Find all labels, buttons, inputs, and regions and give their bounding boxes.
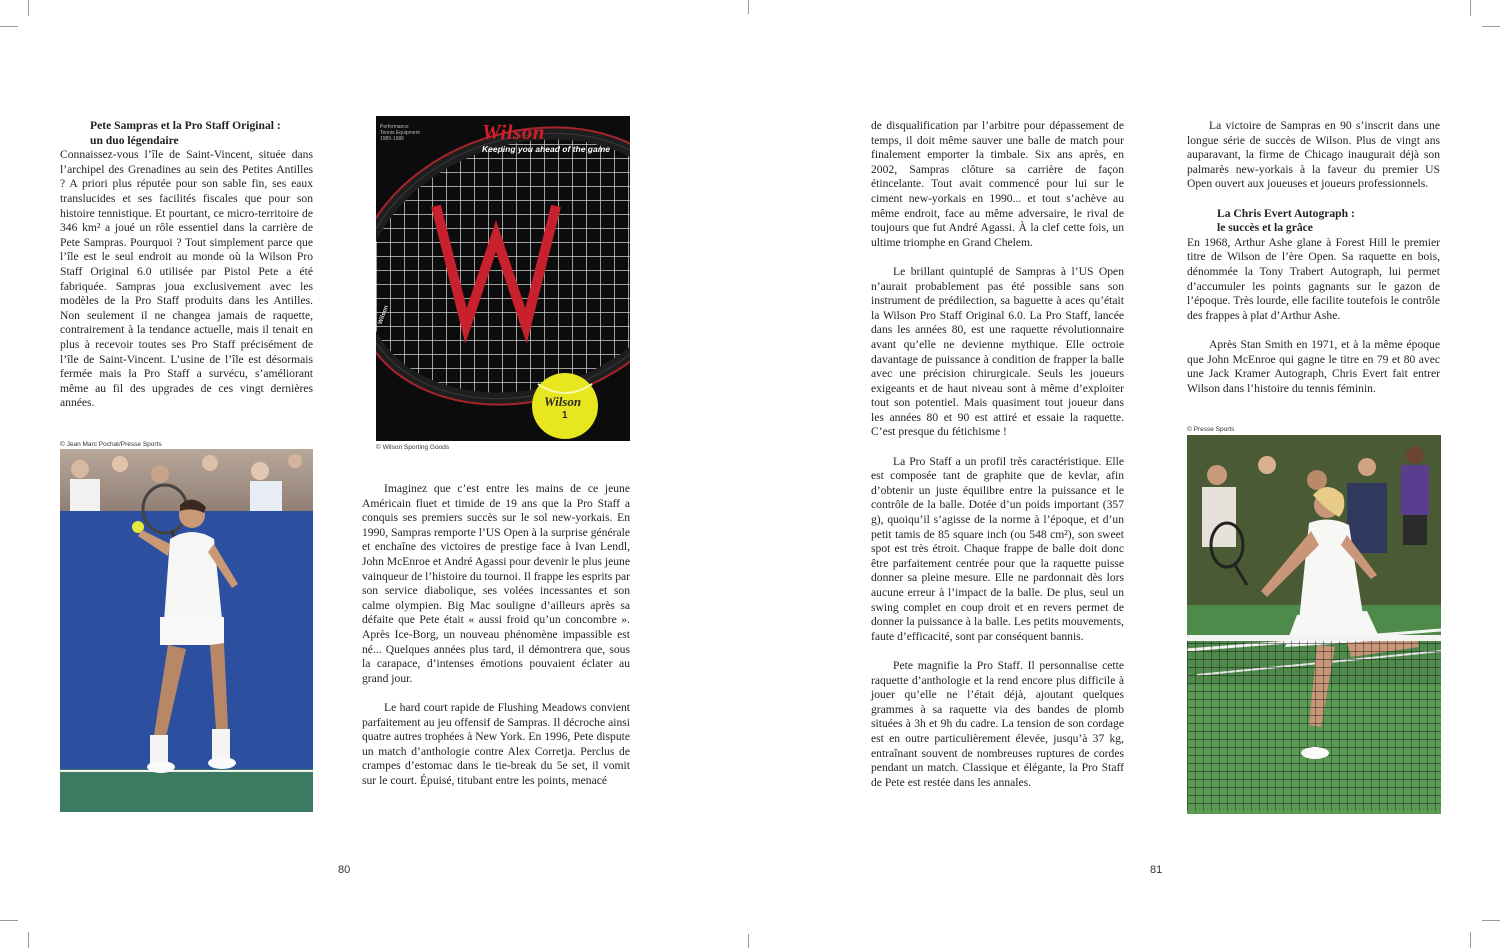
body-paragraph: En 1968, Arthur Ashe glane à Forest Hill le premier titre de Wilson de l’ère Open. Sa raquette en bois, dénommée la Tony Trabert Autograph, lui permet d’accumuler les points gagnants sur le gazon de l’époque. Très lourde, elle facilite toutefois le contrôle des frappes à plat d’Arthur Ashe.	[1187, 235, 1440, 322]
crop-mark	[0, 920, 18, 921]
column-2	[362, 482, 630, 788]
crop-mark	[748, 934, 749, 948]
body-paragraph: Le hard court rapide de Flushing Meadows convient parfaitement au jeu offensif de Sampras. Il décroche ainsi quatre autres trophées à New York. En 1996, Pete dispute un match d’anthologie contre Alex Corretja. Perclus de crampes d’estomac dans le tie-break du 5e set, il vomit sur le court. Épuisé, titubant entre les points, menacé	[362, 700, 630, 787]
evert-photo	[1187, 435, 1441, 814]
ball-number: 1	[562, 410, 568, 421]
column-1	[60, 119, 313, 411]
column-4	[1187, 119, 1440, 396]
ad-brand-logo: Wilson	[482, 120, 545, 144]
body-paragraph: Après Stan Smith en 1971, et à la même époque que John McEnroe qui gagne le titre en 79 et 80 avec une Jack Kramer Autograph, Chris Evert fait entrer Wilson dans l’histoire du tennis féminin.	[1187, 337, 1440, 395]
wilson-ad	[376, 116, 630, 441]
body-paragraph: Le brillant quintuplé de Sampras à l’US Open n’aurait probablement pas été possible sans son instrument de prédilection, sa baguette à aces qu’était la Wilson Pro Staff Original 6.0. La Pro Staff, lancée dans les années 80, est une raquette révolutionnaire avant qu’elle ne devienne mythique. Elle octroie davantage de puissance à condition de frapper la balle avec une précision chirurgicale. Seuls les joueurs exigeants et de haut niveau sont à même d’exploiter tout son potentiel. Mais quasiment tout joueur dans les années 80 et 90 est attiré et essaie la raquette. C’est presque du fétichisme !	[871, 264, 1124, 439]
body-paragraph: Imaginez que c’est entre les mains de ce jeune Américain fluet et timide de 19 ans que la Pro Staff a conquis ses premiers succès sur le sol new-yorkais. En 1990, Sampras remporte l’US Open à la surprise générale et enchaîne des victoires de prestige face à Ivan Lendl, John McEnroe et André Agassi pour devenir le plus jeune vainqueur de l’histoire du tournoi. Il frappe les esprits par son service diabolique, ses volées incessantes et son calme olympien. Big Mac souligne d’ailleurs après sa défaite que Pete était « aussi froid qu’un concombre ». Après Ice-Borg, un nouveau phénomène impassible est né... Quelques années plus tard, il démontrera que, sous la carapace, d’intenses émotions pouvaient éclater au grand jour.	[362, 482, 630, 685]
wilson-racket-illustration	[376, 116, 630, 441]
crop-mark	[1470, 0, 1471, 16]
crop-mark	[1470, 932, 1471, 948]
sampras-photo	[60, 449, 313, 812]
ad-small-text: Performance Tennis Equipment 1985-1986	[380, 124, 420, 142]
evert-illustration	[1187, 435, 1441, 814]
ball-brand: Wilson	[544, 394, 582, 409]
body-paragraph: Pete magnifie la Pro Staff. Il personnalise cette raquette d’anthologie et la rend encore plus difficile à jouer qu’elle ne l’était déjà, ajoutant quelques grammes à sa raquette via des bandes de plomb situées à 3h et 9h du cadre. La tension de son cordage est en outre particulièrement élevée, jusqu’à 37 kg, entraînant souvent de nombreuses ruptures de cordes pendant un match. Classique et élégante, la Pro Staff de Pete est restée dans les annales.	[871, 658, 1124, 789]
crop-mark	[28, 0, 29, 16]
crop-mark	[1482, 26, 1500, 27]
article-heading: Pete Sampras et la Pro Staff Original : un duo légendaire	[90, 119, 281, 147]
body-paragraph: La victoire de Sampras en 90 s’inscrit dans une longue série de succès de Wilson. Plus de vingt ans auparavant, la firme de Chicago inaugurait déjà son palmarès new-yorkais à la faveur du premier US Open ouvert aux joueuses et joueurs professionnels.	[1187, 119, 1440, 191]
page-number: 81	[1150, 864, 1163, 876]
crop-mark	[28, 932, 29, 948]
photo-credit: © Jean Marc Pochat/Presse Sports	[60, 441, 162, 448]
crop-mark	[748, 0, 749, 14]
photo-credit: © Presse Sports	[1187, 426, 1235, 433]
body-paragraph: Connaissez-vous l’île de Saint-Vincent, située dans l’archipel des Grenadines au sein des Petites Antilles ? A priori plus réputée pour son sable fin, ses eaux translucides et ses facilités fiscales que pour son histoire tennistique. Et pourtant, ce micro-territoire de 346 km² a joué un rôle essentiel dans la carrière de Pete Sampras. Pourquoi ? Tout simplement parce que l’île est le seul endroit au monde où la Wilson Pro Staff Original 6.0 utilisée par Pistol Pete a été fabriquée. Sampras joua exclusivement avec les modèles de la Pro Staff produits dans les Antilles. Non seulement il ne changea jamais de raquette, contrairement à la tendance actuelle, mais il tenait en plus à recevoir toutes ses Pro Staff précisément de l’île de Saint-Vincent. L’usine de l’île est désormais fermée mais la Pro Staff a survécu, s’améliorant même au fil des upgrades de ces vingt dernières années.	[60, 148, 313, 410]
crop-mark	[0, 26, 18, 27]
racket-frame-text: Wilson	[377, 304, 390, 326]
body-paragraph: La Pro Staff a un profil très caractéristique. Elle est composée tant de graphite que de kevlar, afin d’obtenir un juste équilibre entre la puissance et le contrôle de la balle. Dotée d’un poids important (357 g), quoiqu’il s’agisse de la norme à l’époque, et d’un petit tamis de 85 square inch (ou 548 cm²), son sweet spot est très étroit. Chaque frappe de balle doit donc être parfaitement centrée pour que la raquette puisse donner sa pleine mesure. Elle ne pardonnait dès lors aucune erreur à l’impact de la balle. De plus, seul un swing complet en coup droit et en revers permet de donner la puissance à la balle. Les petits mouvements, faute d’efficacité, sont par conséquent bannis.	[871, 454, 1124, 643]
body-paragraph: de disqualification par l’arbitre pour dépassement de temps, il doit même sauver une balle de match pour finalement emporter la timbale. Six ans après, en 2002, Sampras clôture sa carrière de façon étincelante. Tout avait commencé pour lui sur le ciment new-yorkais en 1990... et tout s’achève au même endroit, face au même adversaire, le rival de toujours que fut André Agassi. À la clef cette fois, un ultime triomphe en Grand Chelem.	[871, 119, 1124, 249]
page-number: 80	[338, 864, 351, 876]
ad-tagline: Keeping you ahead of the game	[482, 144, 610, 154]
section-heading: La Chris Evert Autograph : le succès et la grâce	[1217, 206, 1355, 235]
crop-mark	[1482, 920, 1500, 921]
sampras-illustration	[60, 449, 313, 812]
column-3	[871, 119, 1124, 790]
photo-credit: © Wilson Sporting Goods	[376, 444, 450, 451]
